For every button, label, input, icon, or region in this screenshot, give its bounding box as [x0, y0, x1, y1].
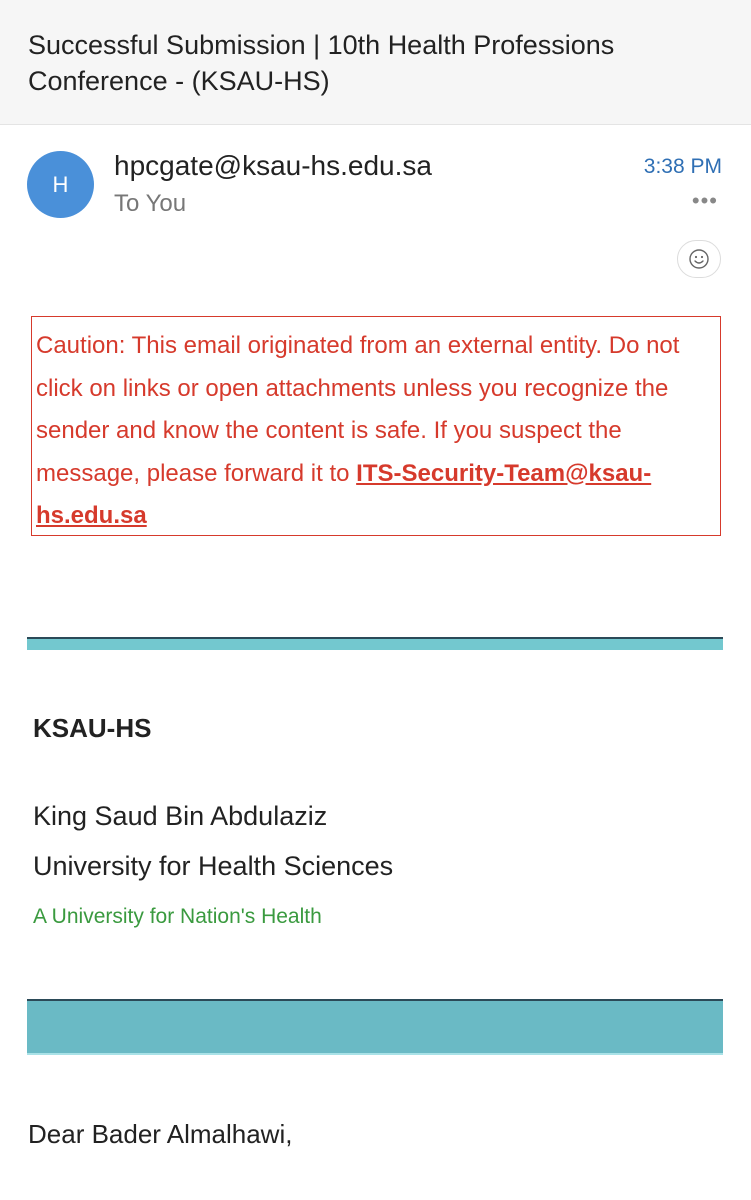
- greeting: Dear Bader Almalhawi,: [28, 1119, 293, 1149]
- reaction-button[interactable]: [677, 240, 721, 278]
- external-email-warning: [31, 316, 721, 536]
- org-tagline: A University for Nation's Health: [33, 905, 322, 928]
- subject-bar: [0, 0, 751, 125]
- avatar-initial: H: [52, 171, 69, 197]
- email-subject: Successful Submission | 10th Health Professions Conference - (KSAU-HS): [28, 30, 615, 96]
- smiley-icon: [688, 248, 710, 270]
- sender-avatar[interactable]: [27, 151, 94, 218]
- sender-address[interactable]: hpcgate@ksau-hs.edu.sa: [114, 150, 432, 181]
- security-team-email-link[interactable]: ITS-Security-Team@ksau-hs.edu.sa: [36, 459, 652, 529]
- banner-divider: [27, 999, 723, 1055]
- header-divider: [27, 637, 723, 650]
- org-name-line2: University for Health Sciences: [33, 851, 394, 881]
- recipient-label[interactable]: To You: [114, 190, 187, 217]
- caution-text: Caution: This email originated from an external entity. Do not click on links or open attachments unless you recognize the sender and know the content is safe. If you suspect the message, please forward it to: [36, 332, 680, 487]
- received-time: 3:38 PM: [643, 155, 722, 178]
- more-options-icon[interactable]: •••: [691, 188, 718, 213]
- org-title: KSAU-HS: [33, 713, 152, 743]
- org-name-line1: King Saud Bin Abdulaziz: [33, 801, 328, 831]
